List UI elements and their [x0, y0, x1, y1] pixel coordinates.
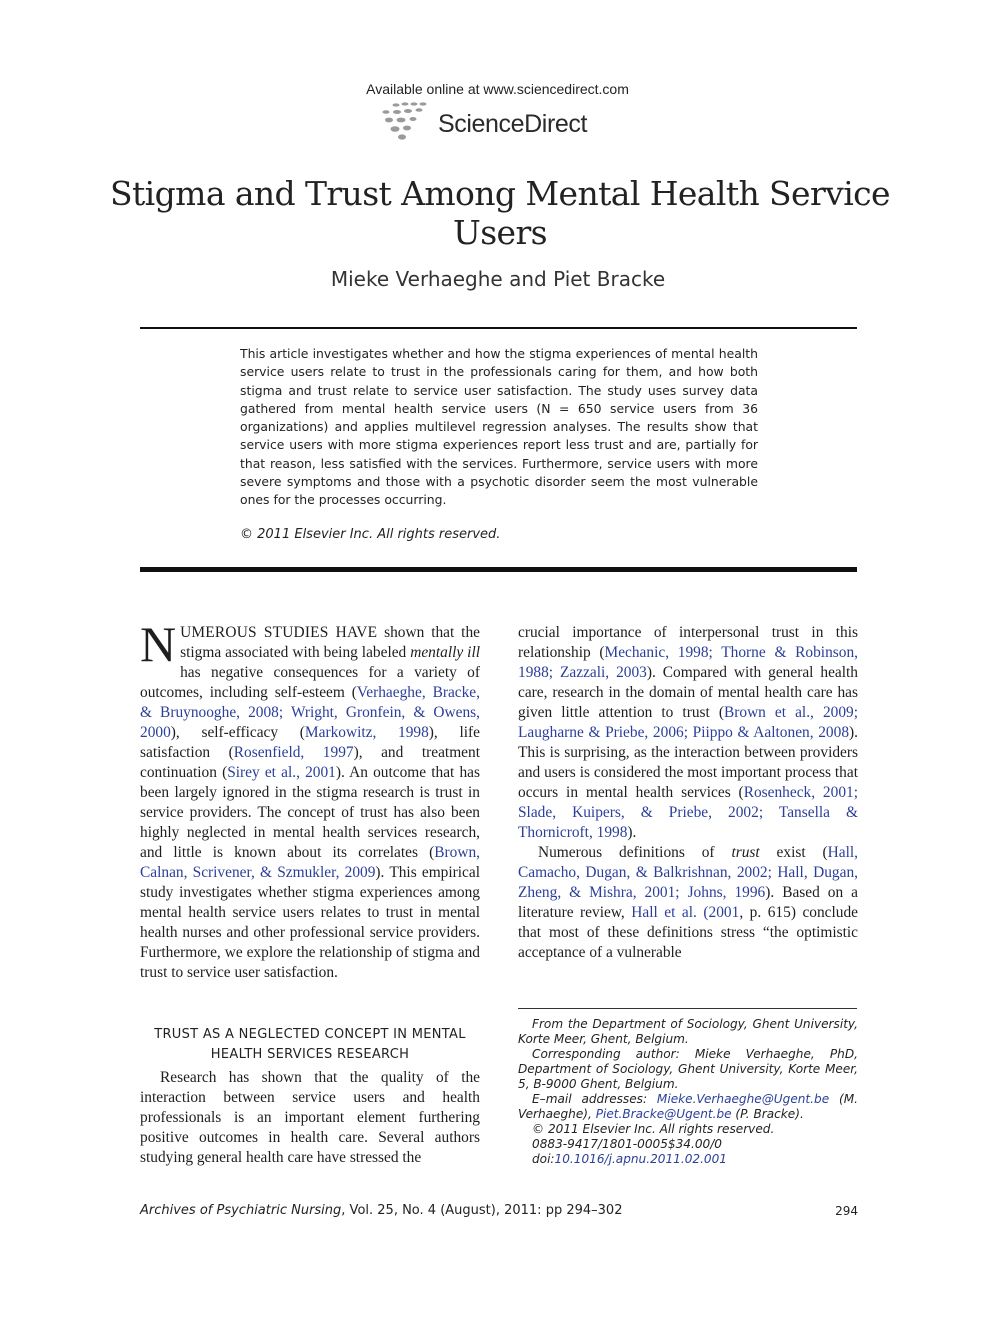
journal-citation	[140, 1203, 622, 1218]
abstract-top-rule	[140, 327, 857, 329]
text-run: ). This is surprising, as the interaction between providers and users is considered the most important process that occurs in mental health services (	[518, 724, 858, 801]
citation-link[interactable]: Sirey et al., 2001	[227, 764, 336, 781]
doi-link[interactable]: 10.1016/j.apnu.2011.02.001	[554, 1152, 728, 1166]
text-run: ), life satisfaction (	[140, 724, 480, 761]
footnote-rule	[518, 1008, 857, 1009]
section-heading: TRUST AS A NEGLECTED CONCEPT IN MENTAL HEALTH SERVICES RESEARCH	[154, 1027, 466, 1062]
text-run: crucial importance of interpersonal trust in this relationship (	[518, 624, 858, 661]
section-paragraph-container	[140, 1068, 480, 1168]
available-online-text: Available online at www.sciencedirect.com	[366, 81, 629, 97]
text-run: ), self-efficacy (	[170, 724, 305, 741]
text-run: has negative consequences for a variety of outcomes, including self-esteem (	[140, 664, 480, 701]
intro-paragraph	[140, 616, 481, 983]
text-run: , p. 615) conclude that most of these definitions stress “the optimistic acceptance of a vulnerable	[518, 904, 858, 961]
text-run: shown that the stigma associated with being labeled	[180, 624, 480, 661]
footnote-issn: 0883-9417/1801-0005$34.00/0	[532, 1137, 722, 1151]
sciencedirect-dots-icon	[380, 100, 440, 144]
body-left-column	[140, 616, 481, 983]
footnote-block	[518, 1017, 858, 1167]
text-run: ).	[627, 824, 637, 841]
citation-link[interactable]: Rosenheck, 2001; Slade, Kuipers, & Priebe, 2002; Tansella & Thornicroft, 1998	[518, 784, 858, 841]
intro-smallcaps: UMEROUS STUDIES HAVE	[180, 624, 378, 641]
email-link-bracke[interactable]: Piet.Bracke@Ugent.be	[595, 1107, 732, 1121]
citation-link[interactable]: Brown et al., 2009; Laugharne & Priebe, 2006; Piippo & Aaltonen, 2008	[518, 704, 858, 741]
footnote-affiliation: From the Department of Sociology, Ghent University, Korte Meer, Ghent, Belgium.	[518, 1017, 858, 1046]
footnote-emails	[518, 1092, 858, 1122]
sciencedirect-wordmark: ScienceDirect	[438, 110, 588, 138]
text-run: ). Based on a literature review,	[518, 884, 858, 921]
citation-link[interactable]: Mechanic, 1998; Thorne & Robinson, 1988; Zazzali, 2003	[518, 644, 858, 681]
text-run: exist (	[759, 844, 828, 861]
doi-label: doi:	[532, 1152, 555, 1166]
footnote-doi	[518, 1152, 858, 1167]
sciencedirect-logo[interactable]	[380, 100, 620, 144]
footnote-corresponding-author: Corresponding author: Mieke Verhaeghe, PhD, Department of Sociology, Ghent University, Korte Meer, 5, B-9000 Ghent, Belgium.	[518, 1047, 858, 1091]
citation-link[interactable]: Rosenfield, 1997	[233, 744, 354, 761]
article-authors: Mieke Verhaeghe and Piet Bracke	[330, 267, 666, 291]
email-owner: (P. Bracke).	[731, 1107, 804, 1121]
email-link-verhaeghe[interactable]: Mieke.Verhaeghe@Ugent.be	[656, 1092, 830, 1106]
page-number: 294	[835, 1204, 858, 1218]
citation-link[interactable]: Hall et al. (2001	[631, 904, 740, 921]
article-title: Stigma and Trust Among Mental Health Service Users	[110, 174, 890, 252]
right-paragraph-1	[518, 623, 858, 843]
email-owner: (M. Verhaeghe),	[518, 1092, 858, 1121]
journal-name: Archives of Psychiatric Nursing	[140, 1203, 342, 1218]
italic-term: trust	[731, 844, 760, 861]
journal-details: , Vol. 25, No. 4 (August), 2011: pp 294–302	[341, 1203, 623, 1218]
citation-link[interactable]: Brown, Calnan, Scrivener, & Szmukler, 2009	[140, 844, 480, 881]
email-label: E–mail addresses:	[532, 1092, 657, 1106]
abstract-text: This article investigates whether and how the stigma experiences of mental health service users relate to trust in the professionals caring for them, and how both stigma and trust relate to service user satisfaction. The study uses survey data gathered from mental health service users (N = 650 service users from 36 organizations) and applies multilevel regression analyses. The results show that service users with more stigma experiences report less trust and are, partially for that reason, less satisfied with the services. Furthermore, service users with more severe symptoms and those with a psychotic disorder seem the most vulnerable ones for the processes occurring.	[240, 346, 758, 508]
abstract-copyright: © 2011 Elsevier Inc. All rights reserved.	[240, 527, 501, 542]
italic-term: mentally ill	[410, 644, 481, 661]
section-paragraph: Research has shown that the quality of the interaction between service users and health professionals is an important element furthering positive outcomes in health care. Several authors studying general health care have stressed the	[140, 1069, 480, 1166]
footnote-copyright: © 2011 Elsevier Inc. All rights reserved.	[532, 1122, 775, 1136]
citation-link[interactable]: Hall, Camacho, Dugan, & Balkrishnan, 2002; Hall, Dugan, Zheng, & Mishra, 2001; Johns, 1996	[518, 844, 859, 901]
citation-link[interactable]: Verhaeghe, Bracke, & Bruynooghe, 2008; Wright, Gronfein, & Owens, 2000	[140, 684, 480, 741]
text-run: ). An outcome that has been largely ignored in the stigma research is trust in service providers. The concept of trust has also been highly neglected in mental health services research, and little is known about its correlates (	[140, 764, 480, 861]
dropcap: N	[140, 616, 177, 672]
text-run: ). Compared with general health care, research in the domain of mental health care has given little attention to trust (	[518, 664, 858, 721]
abstract-bottom-rule	[140, 567, 857, 572]
text-run: ). This empirical study investigates whether stigma experiences among mental health service users relates to trust in mental health nurses and other professional service providers. Furthermore, we explore the relationship of stigma and trust to service user satisfaction.	[140, 864, 480, 981]
right-paragraph-2	[518, 843, 858, 963]
text-run: Numerous definitions of	[538, 844, 732, 861]
text-run: ), and treatment continuation (	[140, 744, 480, 781]
citation-link[interactable]: Markowitz, 1998	[304, 724, 429, 741]
body-right-column	[518, 623, 858, 963]
